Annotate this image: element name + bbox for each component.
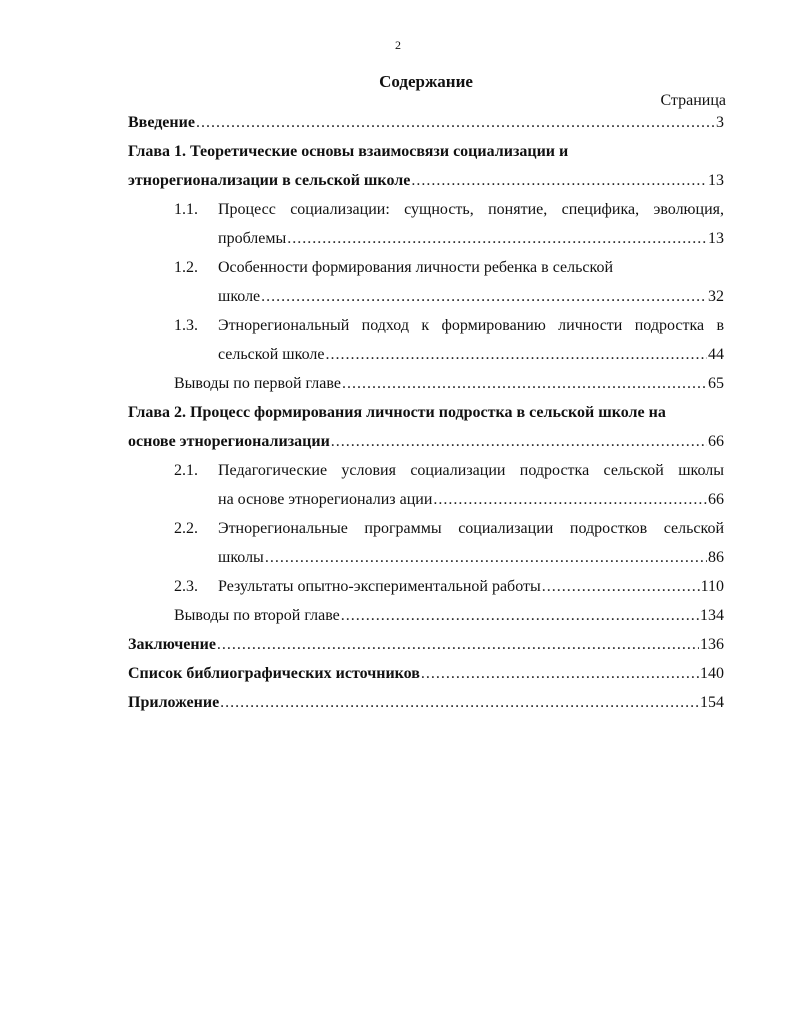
- section-number: 2.2.: [174, 520, 198, 537]
- section-number: 2.3.: [174, 578, 198, 595]
- dot-leader: [421, 659, 699, 688]
- toc-section-1-2-cont: школе ..... 32: [128, 282, 724, 311]
- toc-section-2-1: [128, 456, 724, 485]
- section-title: Результаты опытно-экспериментальной работы: [218, 578, 541, 595]
- section-number: 1.2.: [174, 259, 198, 276]
- dot-leader: [196, 108, 715, 137]
- toc-chapter1-line1: Глава 1. Теоретические основы взаимосвязи социализации и: [128, 143, 569, 160]
- toc-section-1-3: [128, 311, 724, 340]
- page-title: Содержание: [379, 72, 473, 91]
- toc-section-1-1-cont: проблемы ..... 13: [128, 224, 724, 253]
- toc-chapter1-conclusions: Выводы по первой главе ..... 65: [128, 369, 724, 398]
- toc-section-1-3-cont: сельской школе ..... 44: [128, 340, 724, 369]
- toc-section-1-2: [128, 253, 724, 282]
- section-title: Особенности формирования личности ребенка в сельской: [218, 259, 614, 276]
- toc-chapter2-line1: Глава 2. Процесс формирования личности подростка в сельской школе на: [128, 404, 666, 421]
- dot-leader: [331, 427, 707, 456]
- section-title: Этнорегиональный подход к формированию личности подростка в: [218, 317, 724, 334]
- toc-page: 3: [716, 114, 724, 131]
- dot-leader: [341, 601, 699, 630]
- page-column-label: Страница: [660, 92, 726, 109]
- dot-leader: [220, 688, 699, 717]
- toc-section-1-1: [128, 195, 724, 224]
- section-title: Процесс социализации: сущность, понятие, специфика, эволюция,: [218, 201, 724, 218]
- toc-entry-appendix: Приложение ..... 154: [128, 688, 724, 717]
- section-number: 2.1.: [174, 462, 198, 479]
- toc-chapter1-line2: этнорегионализации в сельской школе ..... 13: [128, 166, 724, 195]
- toc-entry-bibliography: Список библиографических источников ..... 140: [128, 659, 724, 688]
- toc-entry-intro: [128, 108, 724, 137]
- dot-leader: [287, 224, 707, 253]
- section-title: Педагогические условия социализации подростка сельской школы: [218, 462, 724, 479]
- dot-leader: [325, 340, 707, 369]
- table-of-contents: [128, 108, 724, 717]
- toc-section-2-2-cont: школы ..... 86: [128, 543, 724, 572]
- dot-leader: [217, 630, 699, 659]
- dot-leader: [261, 282, 707, 311]
- toc-label: Введение: [128, 114, 195, 131]
- dot-leader: [542, 572, 700, 601]
- dot-leader: [265, 543, 707, 572]
- dot-leader: [433, 485, 707, 514]
- toc-section-2-1-cont: на основе этнорегионализ ации ..... 66: [128, 485, 724, 514]
- toc-page: 13: [708, 172, 724, 189]
- section-number: 1.1.: [174, 201, 198, 218]
- toc-chapter2-conclusions: Выводы по второй главе ..... 134: [128, 601, 724, 630]
- toc-section-2-2: [128, 514, 724, 543]
- page-number: 2: [395, 38, 401, 52]
- section-title: Этнорегиональные программы социализации подростков сельской: [218, 520, 724, 537]
- dot-leader: [342, 369, 707, 398]
- dot-leader: [411, 166, 707, 195]
- toc-section-2-3: 2.3. Результаты опытно-экспериментальной работы ..... 110: [128, 572, 724, 601]
- toc-chapter2-line2: основе этнорегионализации ..... 66: [128, 427, 724, 456]
- toc-entry-conclusion: Заключение ..... 136: [128, 630, 724, 659]
- section-number: 1.3.: [174, 317, 198, 334]
